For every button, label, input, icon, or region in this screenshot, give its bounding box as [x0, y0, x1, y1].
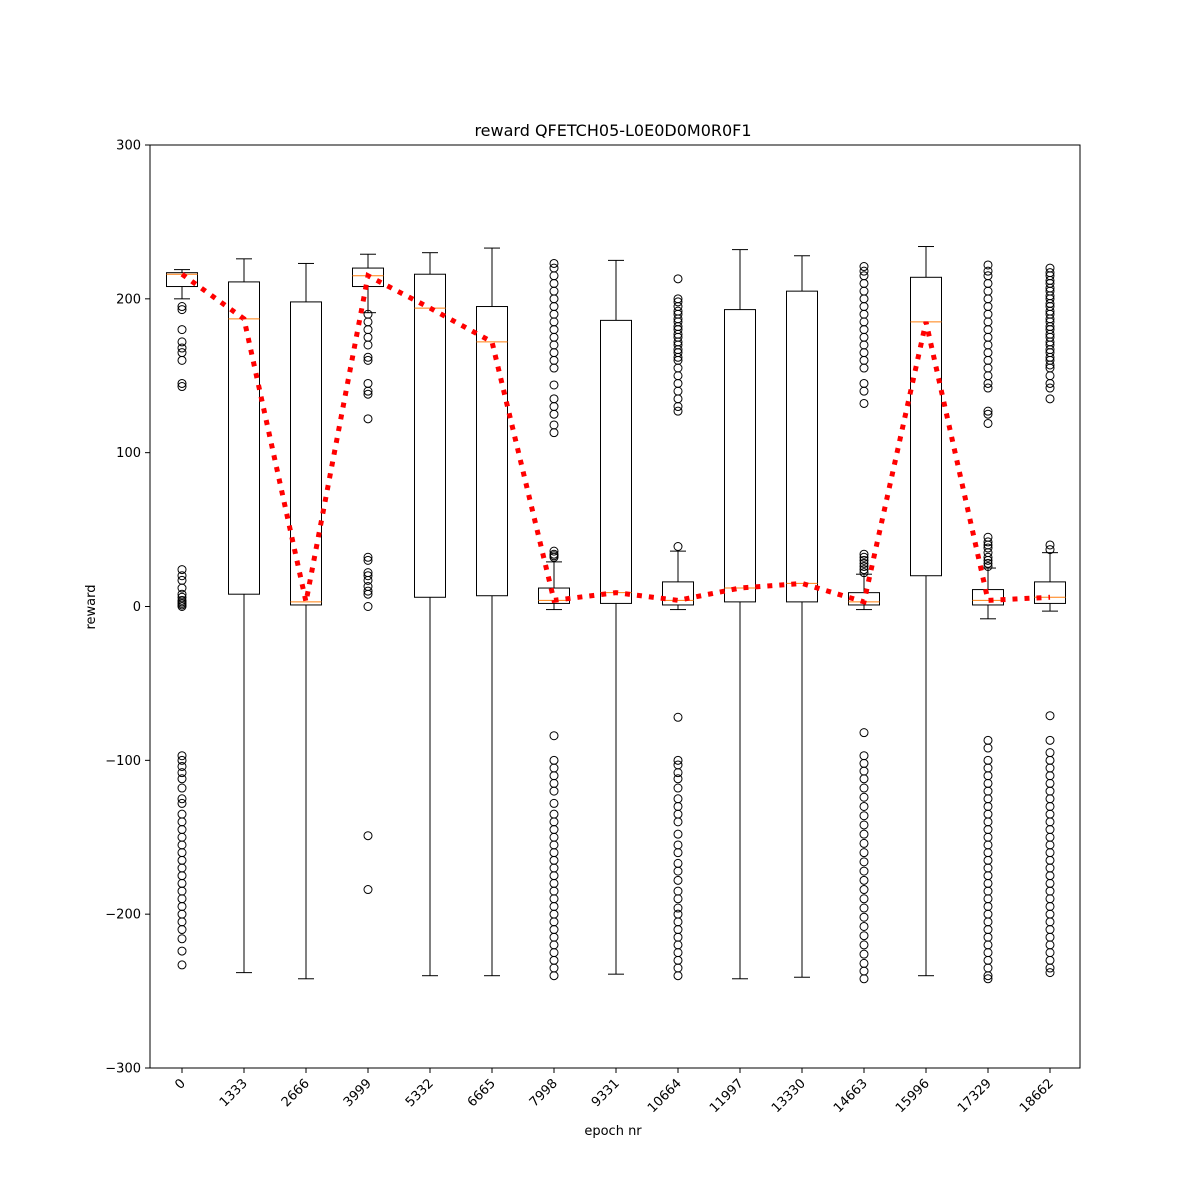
chart-title: reward QFETCH05-L0E0D0M0R0F1	[474, 121, 752, 140]
x-tick-label: 6665	[464, 1076, 499, 1111]
x-tick-label: 3999	[340, 1076, 375, 1111]
box	[787, 291, 818, 602]
box	[601, 320, 632, 603]
x-tick-label: 15996	[892, 1076, 933, 1117]
box	[415, 274, 446, 597]
x-tick-label: 18662	[1016, 1076, 1057, 1117]
x-tick-label: 14663	[830, 1076, 871, 1117]
x-tick-label: 17329	[954, 1076, 995, 1117]
y-tick-label: 0	[132, 600, 141, 615]
y-tick-label: 200	[116, 292, 141, 308]
box	[291, 302, 322, 605]
x-axis-label: epoch nr	[584, 1124, 642, 1139]
x-tick-label: 5332	[402, 1076, 437, 1111]
x-tick-label: 7998	[526, 1076, 561, 1111]
x-tick-label: 11997	[706, 1076, 747, 1117]
x-tick-label: 13330	[768, 1076, 809, 1117]
y-tick-label: 300	[116, 138, 141, 154]
box	[663, 582, 694, 605]
y-tick-label: −300	[105, 1061, 141, 1077]
y-tick-label: −100	[105, 753, 141, 769]
box	[477, 307, 508, 596]
y-tick-label: −200	[105, 907, 141, 923]
box	[725, 310, 756, 602]
y-tick-label: 100	[116, 446, 141, 462]
x-tick-label: 1333	[216, 1076, 251, 1111]
x-tick-label: 0	[172, 1076, 189, 1093]
x-tick-label: 9331	[588, 1076, 623, 1111]
y-axis-label: reward	[84, 584, 99, 630]
x-tick-label: 2666	[278, 1076, 313, 1111]
x-tick-label: 10664	[644, 1076, 685, 1117]
